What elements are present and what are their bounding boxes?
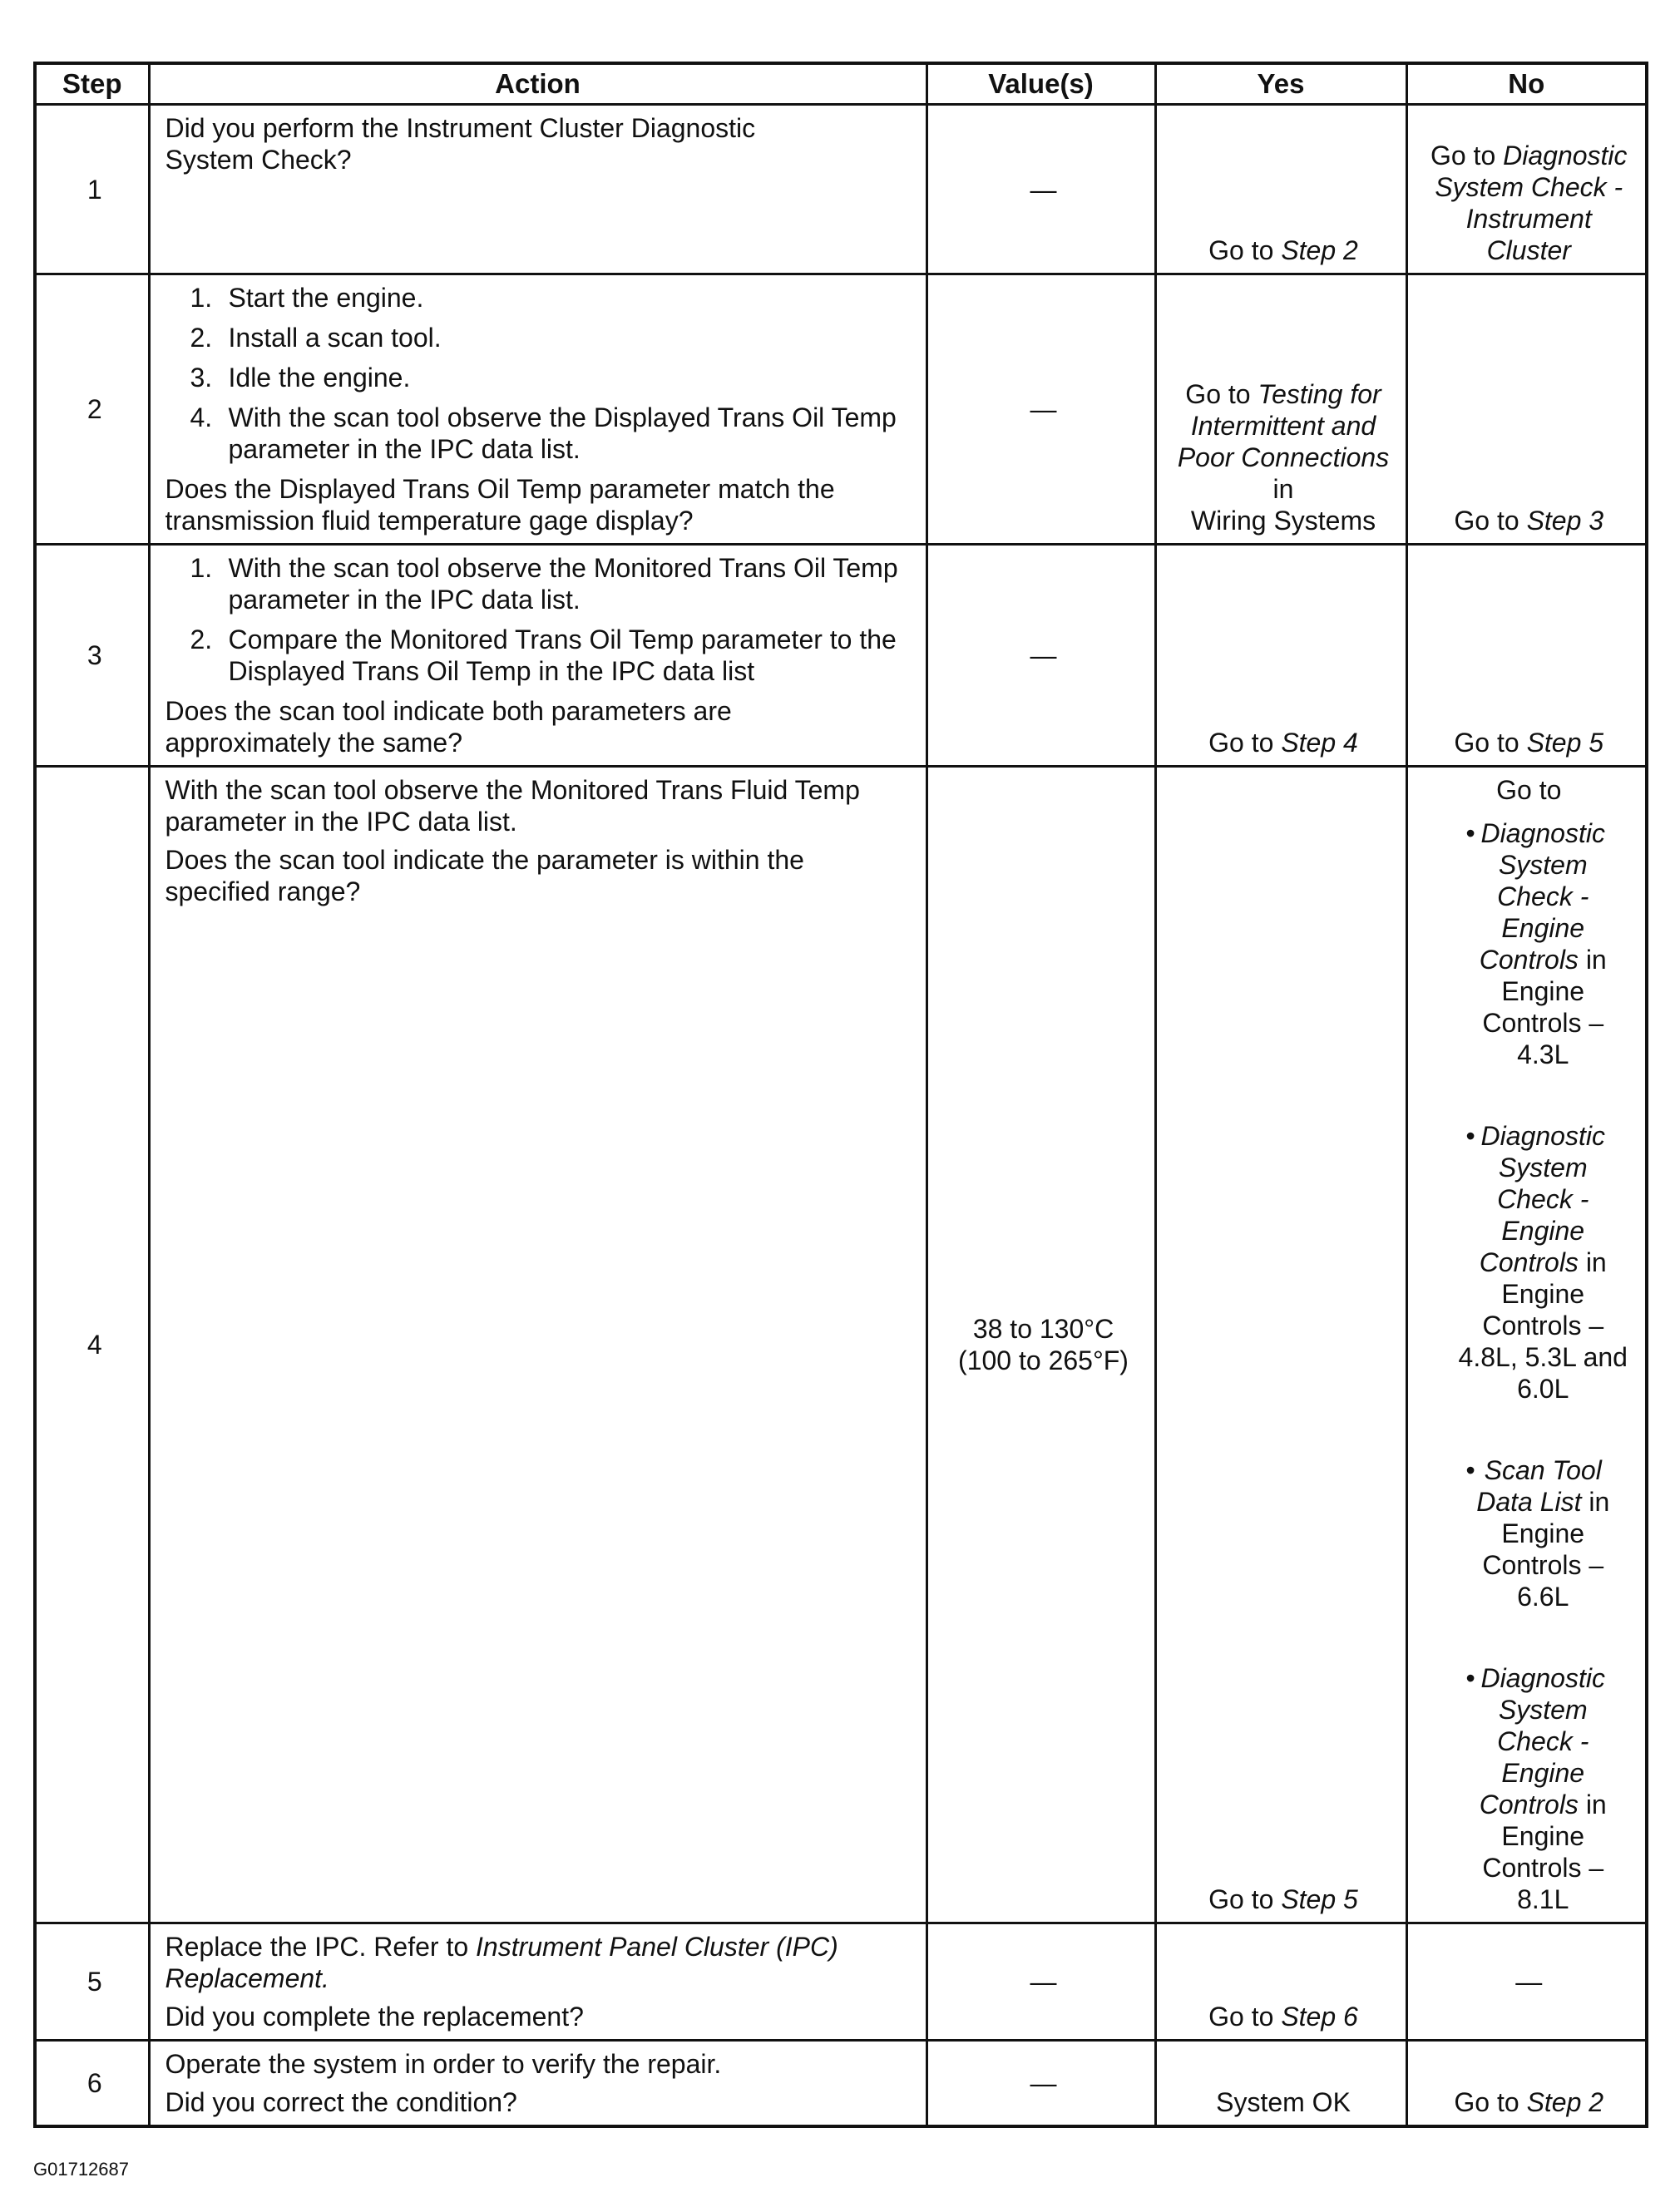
value-dash: — (1030, 1967, 1057, 1997)
table-row-step-5 (35, 1923, 1647, 2041)
step-number: 3 (35, 545, 149, 767)
table-row-step-6 (35, 2041, 1647, 2127)
yes-prefix: Go to (1185, 379, 1258, 409)
no-link[interactable]: Step 2 (1526, 2087, 1604, 2117)
no-prefix: Go to (1430, 140, 1504, 170)
header-yes: Yes (1155, 63, 1406, 105)
step-number: 5 (35, 1923, 149, 2041)
action-step-item (166, 322, 916, 353)
action-steps (166, 552, 916, 687)
no-link[interactable]: Step 5 (1526, 728, 1604, 758)
no-cell (1406, 2041, 1647, 2127)
action-steps (166, 282, 916, 465)
yes-cell (1155, 105, 1406, 274)
step-number: 6 (35, 2041, 149, 2127)
no-cell (1406, 767, 1647, 1923)
no-option-link[interactable]: Diagnostic System Check - Engine Controls (1479, 1663, 1605, 1819)
value-dash: — (1030, 2068, 1057, 2098)
action-cell (149, 1923, 926, 2041)
action-step-item (166, 282, 916, 314)
step-item-number: 1. (190, 283, 213, 313)
yes-prefix: Go to (1208, 235, 1282, 265)
bullet-icon: • (1465, 1121, 1475, 1151)
step-item-text: Start the engine. (228, 283, 424, 313)
step-item-number: 2. (190, 625, 213, 654)
action-step-item (166, 624, 916, 687)
action-cell (149, 2041, 926, 2127)
no-prefix: Go to (1454, 728, 1527, 758)
no-options-list (1423, 817, 1636, 1915)
no-option-item (1423, 1662, 1636, 1915)
yes-suffix-2: Wiring Systems (1190, 506, 1376, 536)
diagnostic-table (33, 62, 1648, 2128)
step-item-text: Install a scan tool. (228, 323, 442, 353)
no-option-link[interactable]: Diagnostic System Check - Engine Controls (1479, 1121, 1605, 1277)
table-row-step-2 (35, 274, 1647, 545)
value-cell (926, 1923, 1155, 2041)
step-item-text: With the scan tool observe the Monitored Trans Oil Temp parameter in the IPC data list. (228, 553, 898, 615)
no-option-item (1423, 1454, 1636, 1612)
yes-link[interactable]: Step 6 (1281, 2002, 1358, 2032)
value-range-fahrenheit: (100 to 265°F) (958, 1345, 1129, 1375)
action-suffix: . (322, 1963, 329, 1993)
action-text: Did you perform the Instrument Cluster Diagnostic System Check? (165, 113, 756, 175)
action-text: With the scan tool observe the Monitored Trans Fluid Temp parameter in the IPC data list. (165, 775, 860, 837)
action-text (166, 1931, 916, 1994)
action-cell (149, 545, 926, 767)
action-cell (149, 274, 926, 545)
value-cell (926, 2041, 1155, 2127)
no-option-text: in Engine Controls – 4.8L, 5.3L and 6.0L (1458, 1247, 1628, 1404)
no-cell (1406, 105, 1647, 274)
action-text: Operate the system in order to verify the repair. (165, 2049, 722, 2079)
action-cell (149, 105, 926, 274)
action-cell (149, 767, 926, 1923)
table-row-step-3 (35, 545, 1647, 767)
step-item-text: Compare the Monitored Trans Oil Temp parameter to the Displayed Trans Oil Temp in the IPC data list (228, 625, 897, 686)
yes-cell (1155, 2041, 1406, 2127)
yes-cell (1155, 274, 1406, 545)
value-dash: — (1030, 640, 1057, 670)
no-option-text: in Engine Controls – 4.3L (1482, 945, 1607, 1069)
header-no: No (1406, 63, 1647, 105)
no-intro: Go to (1496, 775, 1562, 805)
value-cell (926, 767, 1155, 1923)
value-dash: — (1030, 174, 1057, 205)
no-cell (1406, 1923, 1647, 2041)
yes-result: System OK (1216, 2087, 1351, 2117)
header-values: Value(s) (926, 63, 1155, 105)
value-cell (926, 545, 1155, 767)
no-option-item (1423, 1120, 1636, 1405)
yes-link[interactable]: Step 4 (1281, 728, 1358, 758)
action-step-item (166, 402, 916, 465)
action-link[interactable]: Instrument Panel Cluster (IPC) Replacement (165, 1932, 838, 1993)
figure-id: G01712687 (33, 2159, 129, 2180)
value-cell (926, 105, 1155, 274)
no-prefix: Go to (1454, 506, 1527, 536)
step-item-number: 2. (190, 323, 213, 353)
yes-link[interactable]: Step 2 (1281, 235, 1358, 265)
step-item-number: 3. (190, 363, 213, 393)
action-question: Does the scan tool indicate both parameters are approximately the same? (165, 696, 732, 758)
step-item-number: 4. (190, 402, 213, 432)
no-link[interactable]: Diagnostic System Check - Instrument Cluster (1435, 140, 1628, 265)
no-dash: — (1515, 1967, 1543, 1997)
step-item-text: With the scan tool observe the Displayed Trans Oil Temp parameter in the IPC data list. (228, 402, 897, 464)
yes-cell (1155, 1923, 1406, 2041)
no-link[interactable]: Step 3 (1526, 506, 1604, 536)
table-row-step-4 (35, 767, 1647, 1923)
yes-prefix: Go to (1208, 1884, 1282, 1914)
action-question: Did you complete the replacement? (165, 2002, 584, 2032)
yes-cell (1155, 545, 1406, 767)
step-item-text: Idle the engine. (228, 363, 411, 393)
no-option-link[interactable]: Diagnostic System Check - Engine Controls (1479, 818, 1605, 975)
no-cell (1406, 274, 1647, 545)
yes-prefix: Go to (1208, 2002, 1282, 2032)
yes-link[interactable]: Testing for Intermittent and Poor Connections (1177, 379, 1390, 472)
bullet-icon: • (1465, 818, 1475, 848)
action-step-item (166, 362, 916, 393)
step-number: 4 (35, 767, 149, 1923)
header-row (35, 63, 1647, 105)
action-question: Does the scan tool indicate the parameter is within the specified range? (165, 845, 804, 906)
value-cell (926, 274, 1155, 545)
bullet-icon: • (1465, 1455, 1475, 1485)
no-option-link[interactable]: Scan Tool Data List (1476, 1455, 1602, 1517)
step-number: 1 (35, 105, 149, 274)
bullet-icon: • (1465, 1663, 1475, 1693)
no-prefix: Go to (1454, 2087, 1527, 2117)
yes-prefix: Go to (1208, 728, 1282, 758)
no-option-text: in Engine Controls – 6.6L (1482, 1487, 1610, 1612)
no-cell (1406, 545, 1647, 767)
step-number: 2 (35, 274, 149, 545)
header-action: Action (149, 63, 926, 105)
step-item-number: 1. (190, 553, 213, 583)
action-question: Did you correct the condition? (165, 2087, 517, 2117)
value-range-celsius: 38 to 130°C (972, 1314, 1114, 1344)
action-step-item (166, 552, 916, 615)
yes-link[interactable]: Step 5 (1281, 1884, 1358, 1914)
action-question: Does the Displayed Trans Oil Temp parameter match the transmission fluid temperature gage display? (165, 474, 835, 536)
no-option-item (1423, 817, 1636, 1070)
action-prefix: Replace the IPC. Refer to (165, 1932, 477, 1962)
yes-suffix: in (1272, 474, 1294, 504)
table-row-step-1 (35, 105, 1647, 274)
header-step: Step (35, 63, 149, 105)
value-dash: — (1030, 394, 1057, 424)
yes-cell (1155, 767, 1406, 1923)
no-option-text: in Engine Controls – 8.1L (1482, 1790, 1607, 1914)
